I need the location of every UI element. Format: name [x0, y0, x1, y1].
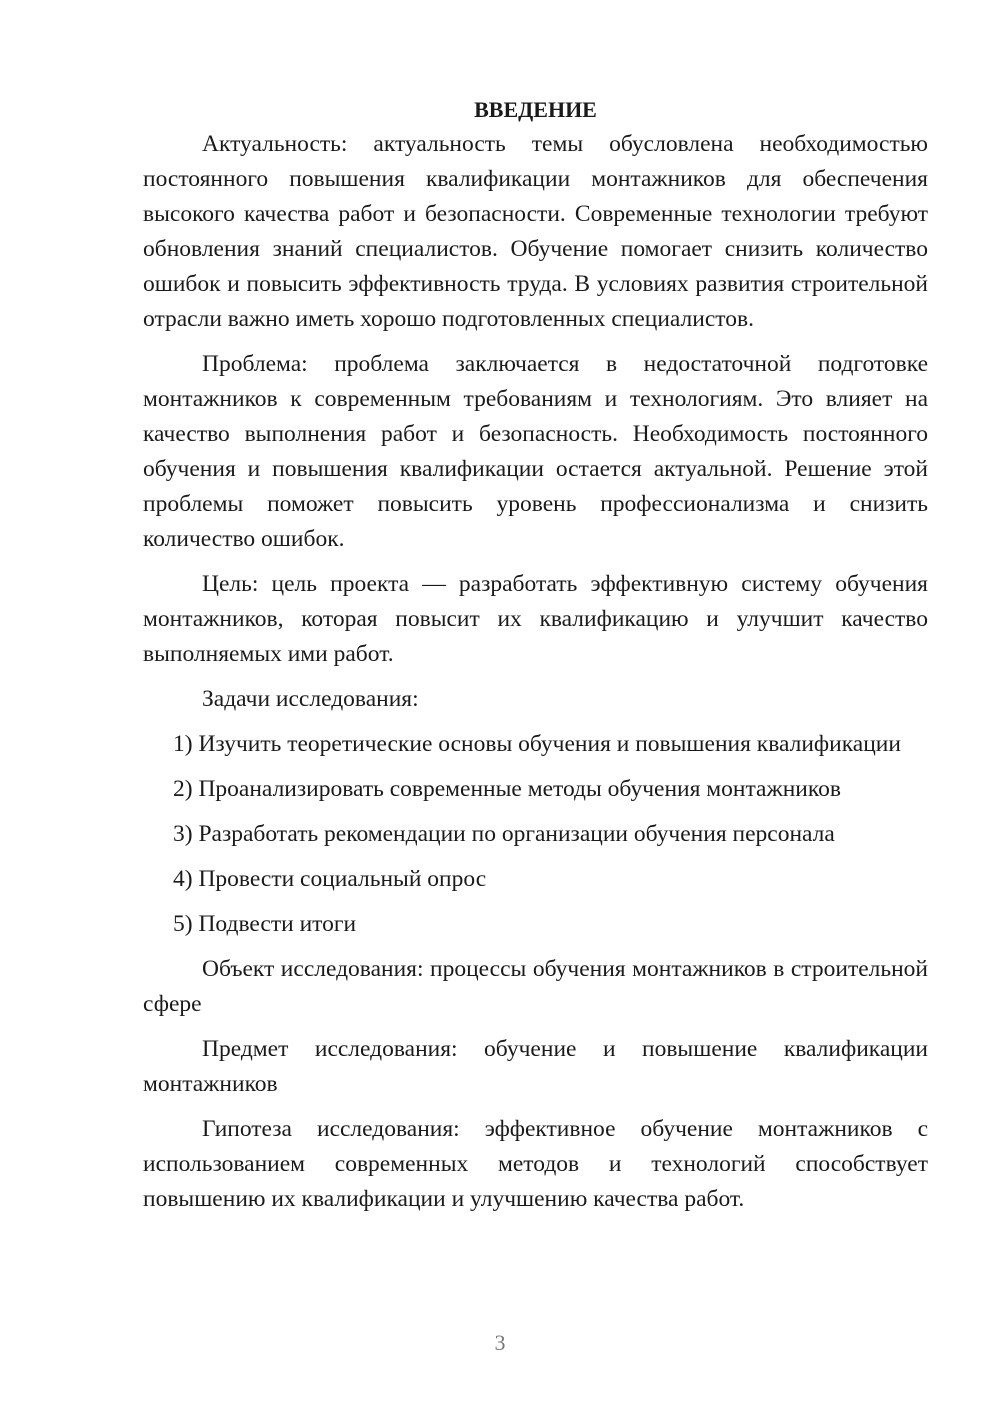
tasks-list: [143, 727, 928, 942]
paragraph-goal: Цель: цель проекта — разработать эффективную систему обучения монтажников, которая повысит их квалификацию и улучшит качество выполняемых ими работ.: [143, 571, 928, 667]
document-page: [143, 92, 928, 1217]
list-item: 4) Провести социальный опрос: [173, 866, 487, 892]
page-number: 3: [494, 1330, 506, 1355]
page-title: ВВЕДЕНИЕ: [474, 97, 597, 122]
list-item: 1) Изучить теоретические основы обучения и повышения квалификации: [173, 731, 901, 757]
paragraph-object: Объект исследования: процессы обучения монтажников в строительной сфере: [143, 956, 928, 1017]
paragraph-relevance: Актуальность: актуальность темы обусловлена необходимостью постоянного повышения квалификации монтажников для обеспечения высокого качества работ и безопасности. Современные технологии требуют обновления знаний специалистов. Обучение помогает снизить количество ошибок и повысить эффективность труда. В условиях развития строительной отрасли важно иметь хорошо подготовленных специалистов.: [143, 131, 928, 332]
tasks-heading: Задачи исследования:: [202, 686, 419, 712]
list-item: 5) Подвести итоги: [173, 911, 357, 937]
paragraph-problem: Проблема: проблема заключается в недостаточной подготовке монтажников к современным требованиям и технологиям. Это влияет на качество выполнения работ и безопасность. Необходимость постоянного обучения и повышения квалификации остается актуальной. Решение этой проблемы поможет повысить уровень профессионализма и снизить количество ошибок.: [143, 351, 928, 552]
paragraph-hypothesis: Гипотеза исследования: эффективное обучение монтажников с использованием современных методов и технологий способствует повышению их квалификации и улучшению качества работ.: [143, 1116, 928, 1212]
list-item: 3) Разработать рекомендации по организации обучения персонала: [173, 821, 835, 847]
paragraph-subject: Предмет исследования: обучение и повышение квалификации монтажников: [143, 1036, 928, 1097]
list-item: 2) Проанализировать современные методы обучения монтажников: [173, 776, 841, 802]
